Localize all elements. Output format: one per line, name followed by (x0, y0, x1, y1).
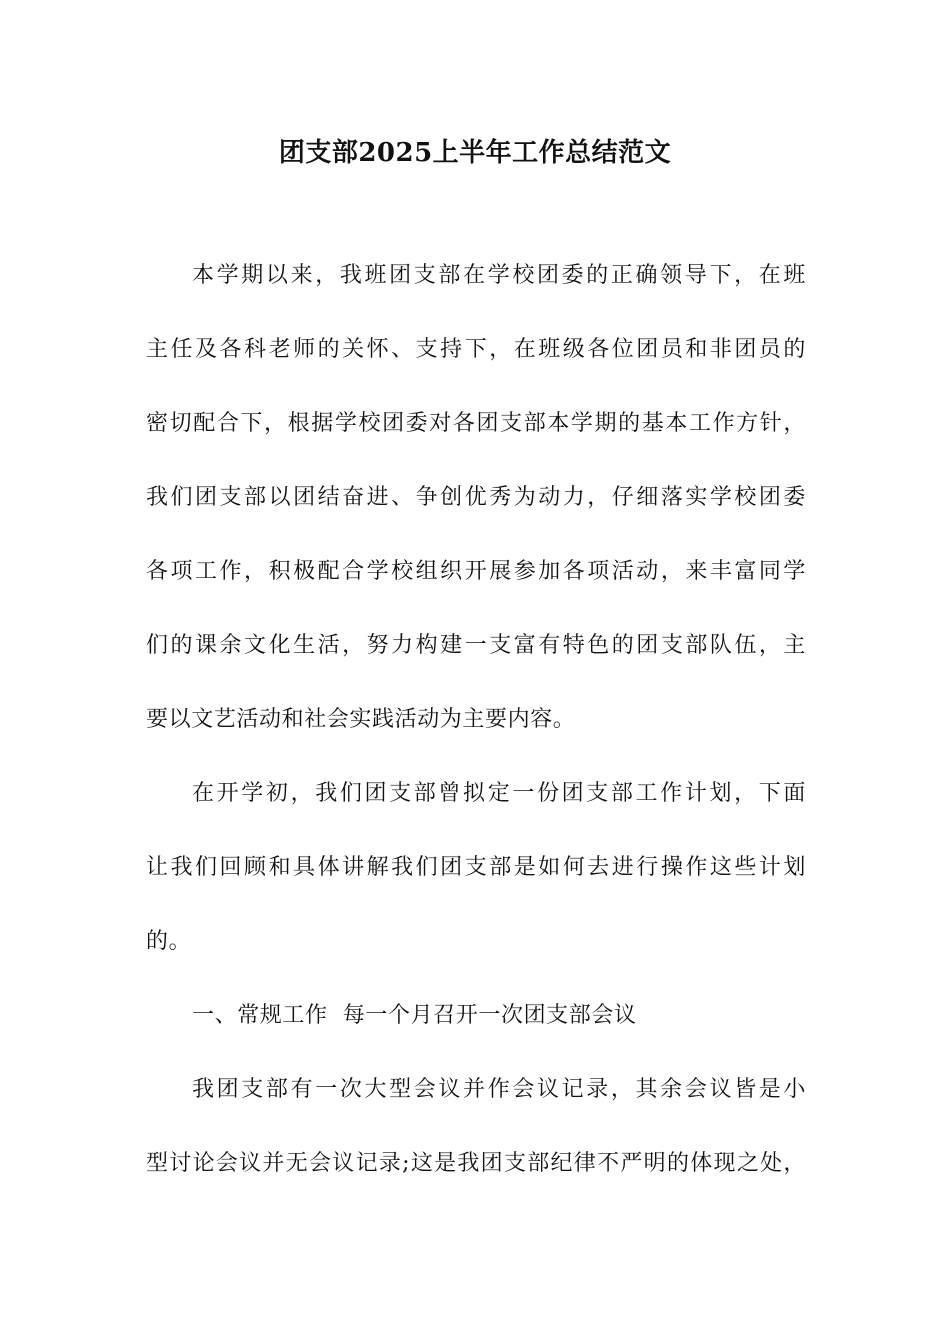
paragraph-1-line-4: 我们团支部以团结奋进、争创优秀为动力，仔细落实学校团委 (146, 485, 806, 510)
paragraph-2-line-3: 的。 (146, 929, 192, 954)
paragraph-2-line-1: 在开学初，我们团支部曾拟定一份团支部工作计划，下面 (192, 781, 806, 806)
document-body (146, 246, 806, 1208)
paragraph-1-line-2: 主任及各科老师的关怀、支持下，在班级各位团员和非团员的 (146, 337, 806, 362)
paragraph-3-line-2: 型讨论会议并无会议记录;这是我团支部纪律不严明的体现之处， (146, 1151, 806, 1176)
paragraph-1-line-7: 要以文艺活动和社会实践活动为主要内容。 (146, 707, 576, 732)
paragraph-1-line-5: 各项工作，积极配合学校组织开展参加各项活动，来丰富同学 (146, 559, 806, 584)
paragraph-1-line-1: 本学期以来，我班团支部在学校团委的正确领导下，在班 (192, 263, 806, 288)
paragraph-1-line-6: 们的课余文化生活，努力构建一支富有特色的团支部队伍，主 (146, 633, 806, 658)
paragraph-2-line-2: 让我们回顾和具体讲解我们团支部是如何去进行操作这些计划 (146, 855, 806, 880)
document-title: 团支部2025上半年工作总结范文 (278, 138, 672, 168)
section-heading-routine-work: 一、常规工作 每一个月召开一次团支部会议 (192, 1003, 637, 1028)
paragraph-1-line-3: 密切配合下，根据学校团委对各团支部本学期的基本工作方针， (146, 411, 806, 436)
paragraph-3-line-1: 我团支部有一次大型会议并作会议记录，其余会议皆是小 (192, 1077, 806, 1102)
